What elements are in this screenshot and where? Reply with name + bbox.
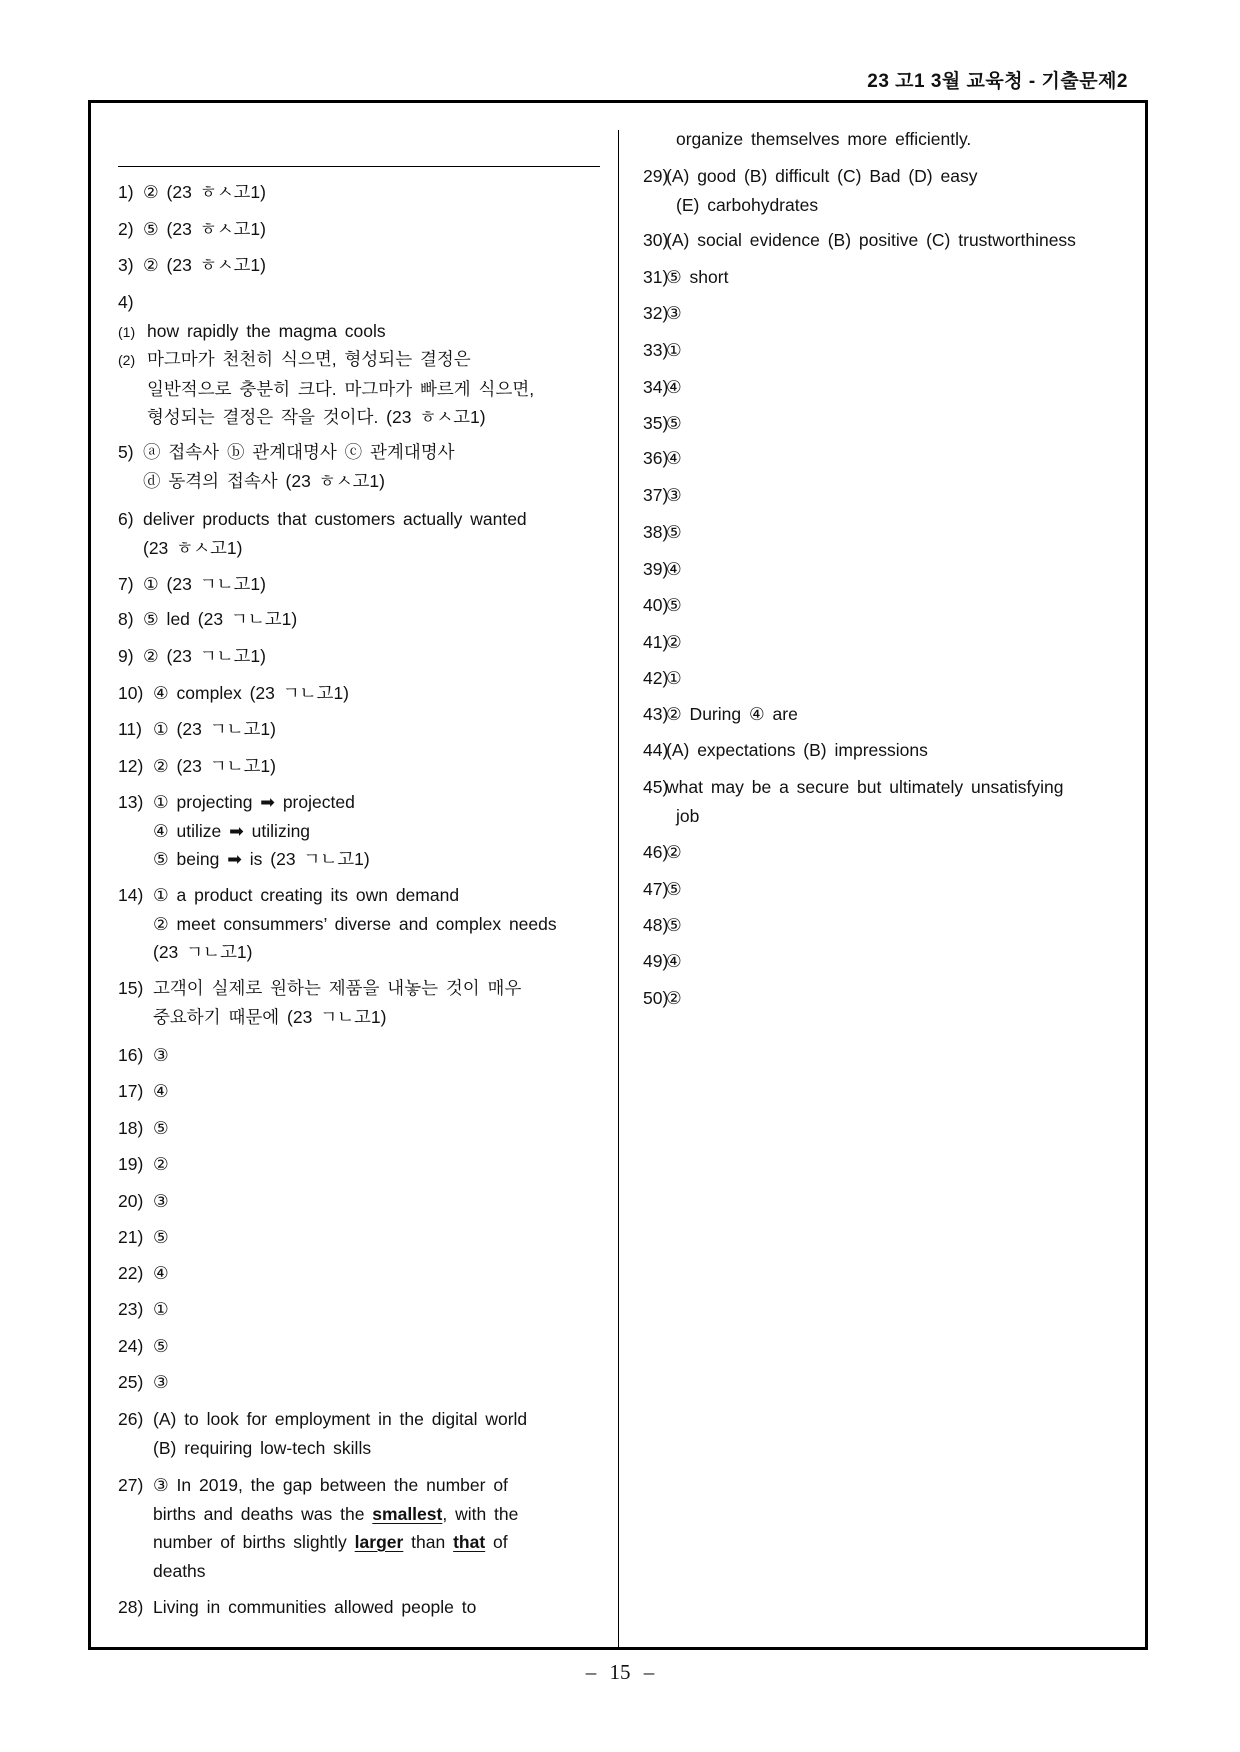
answer-text: (A) social evidence (B) positive (C) trustworthiness xyxy=(666,230,1076,250)
answer-line xyxy=(118,438,455,467)
answer-line xyxy=(118,642,266,671)
answer-line xyxy=(118,215,266,244)
answer-line xyxy=(643,700,798,729)
emphasized-word: smallest xyxy=(372,1503,443,1524)
answer-line xyxy=(118,1434,527,1463)
answer-item xyxy=(643,628,682,657)
answer-item xyxy=(643,875,682,904)
answer-line xyxy=(118,817,370,846)
answer-line xyxy=(118,845,370,874)
answer-line xyxy=(643,125,971,154)
answer-text: 고객이 실제로 원하는 제품을 내놓는 것이 매우 xyxy=(153,978,522,998)
answer-text: ⑤ xyxy=(666,413,682,433)
answer-number: 18) xyxy=(118,1118,144,1138)
answer-text: ② xyxy=(666,632,682,652)
answer-number: 28) xyxy=(118,1597,144,1617)
answer-line xyxy=(643,947,682,976)
answer-number: 22) xyxy=(118,1263,144,1283)
answer-line xyxy=(643,263,728,292)
answer-line xyxy=(118,715,276,744)
answer-text: (23 ㄱㄴ고1) xyxy=(153,942,253,962)
answer-line xyxy=(643,736,928,765)
answer-item xyxy=(643,162,977,219)
answer-item xyxy=(118,317,386,347)
answer-number: 43) xyxy=(643,704,669,724)
answer-text: ② xyxy=(153,1154,169,1174)
answer-line xyxy=(118,505,527,534)
answer-number: 25) xyxy=(118,1372,144,1392)
answer-item xyxy=(643,336,682,365)
answer-number: 30) xyxy=(643,230,669,250)
answer-text: ⑤ xyxy=(153,1118,169,1138)
answer-text: (23 ㅎㅅ고1) xyxy=(143,537,243,558)
answer-text: ③ xyxy=(666,303,682,323)
answer-text: Living in communities allowed people to xyxy=(153,1597,477,1617)
answer-number: (1) xyxy=(118,324,136,340)
answer-line xyxy=(118,317,386,347)
answer-line xyxy=(643,802,1063,831)
answer-text: ④ xyxy=(666,377,682,397)
answer-text: deaths xyxy=(153,1560,206,1581)
answer-item xyxy=(118,251,266,280)
answer-line xyxy=(118,1528,518,1557)
answer-line xyxy=(643,628,682,657)
answer-line xyxy=(643,911,682,940)
answer-line xyxy=(643,481,682,510)
answer-line xyxy=(118,1223,169,1252)
answer-line xyxy=(643,773,1063,802)
answer-item xyxy=(118,1405,527,1462)
answer-text: births and deaths was the xyxy=(153,1503,373,1524)
answer-item xyxy=(118,505,527,562)
answer-text: ④ complex (23 ㄱㄴ고1) xyxy=(153,683,350,703)
answer-number: 45) xyxy=(643,777,669,797)
answer-text: ③ xyxy=(666,485,682,505)
answer-number: 11) xyxy=(118,719,142,739)
answer-text: ① (23 ㄱㄴ고1) xyxy=(143,574,266,594)
answer-text: organize themselves more efficiently. xyxy=(676,129,972,149)
answer-line xyxy=(643,984,682,1013)
answer-text: job xyxy=(676,805,700,826)
answer-line xyxy=(118,1003,521,1032)
answer-number: 41) xyxy=(643,632,669,652)
answer-line xyxy=(118,1557,518,1586)
answer-line xyxy=(643,664,682,693)
answer-line xyxy=(643,336,682,365)
answer-item xyxy=(643,947,682,976)
emphasized-word: larger xyxy=(354,1532,404,1552)
answer-text: (A) to look for employment in the digital world xyxy=(153,1409,528,1429)
answer-number: 10) xyxy=(118,683,144,703)
answer-number: 8) xyxy=(118,609,134,629)
answer-text: ③ xyxy=(153,1191,169,1211)
answer-text: ④ xyxy=(666,559,682,579)
answer-item xyxy=(118,1368,169,1397)
answer-text: ⓐ 접속사 ⓑ 관계대명사 ⓒ 관계대명사 xyxy=(143,442,455,462)
answer-item xyxy=(118,570,266,599)
answer-text: ⑤ xyxy=(666,522,682,542)
answer-text: (A) expectations (B) impressions xyxy=(666,740,928,760)
answer-text: ⑤ xyxy=(153,1336,169,1356)
answer-number: 47) xyxy=(643,879,669,899)
answer-line xyxy=(118,788,370,817)
answer-text: ③ xyxy=(153,1045,169,1065)
answer-text: ⑤ xyxy=(666,879,682,899)
answer-item xyxy=(118,1041,169,1070)
answer-number: 5) xyxy=(118,442,134,462)
answer-text: ④ utilize ➡ utilizing xyxy=(153,820,311,841)
answer-number: 13) xyxy=(118,792,144,812)
answer-item xyxy=(118,679,349,708)
answer-text: ① projecting ➡ projected xyxy=(153,792,355,812)
answer-item xyxy=(118,1332,169,1361)
answer-text: ④ xyxy=(153,1081,169,1101)
answer-line xyxy=(118,467,455,496)
answer-text: ② (23 ㅎㅅ고1) xyxy=(143,182,266,202)
answer-item xyxy=(118,715,276,744)
answer-number: 39) xyxy=(643,559,669,579)
answer-item xyxy=(643,700,798,729)
answer-line xyxy=(118,679,349,708)
answer-number: 7) xyxy=(118,574,134,594)
answer-number: 34) xyxy=(643,377,669,397)
answer-number: 16) xyxy=(118,1045,144,1065)
answer-text: how rapidly the magma cools xyxy=(147,321,386,341)
answer-line xyxy=(118,1332,169,1361)
answer-number: 49) xyxy=(643,951,669,971)
answer-item xyxy=(643,984,682,1013)
answer-line xyxy=(118,1295,169,1324)
answer-item xyxy=(643,664,682,693)
answer-number: 33) xyxy=(643,340,669,360)
answer-item xyxy=(118,1259,169,1288)
answer-number: 2) xyxy=(118,219,134,239)
answer-text: ④ xyxy=(153,1263,169,1283)
answer-number: 29) xyxy=(643,166,669,186)
answer-item xyxy=(118,215,266,244)
answer-number: 20) xyxy=(118,1191,144,1211)
answer-item xyxy=(643,373,682,402)
answer-line xyxy=(118,938,557,967)
answer-item xyxy=(118,345,534,432)
answer-number: 50) xyxy=(643,988,669,1008)
answer-number: 17) xyxy=(118,1081,144,1101)
answer-line xyxy=(643,191,977,220)
answer-item xyxy=(118,1471,518,1585)
answer-text: of xyxy=(485,1532,508,1552)
answer-item xyxy=(643,125,971,154)
answer-line xyxy=(118,1500,518,1529)
answer-number: 37) xyxy=(643,485,669,505)
answer-line xyxy=(118,910,557,939)
horizontal-rule xyxy=(118,166,600,167)
answer-number: 26) xyxy=(118,1409,144,1429)
answer-line xyxy=(643,875,682,904)
answer-line xyxy=(118,974,521,1003)
answer-line xyxy=(118,1187,169,1216)
answer-text: ① (23 ㄱㄴ고1) xyxy=(153,719,276,739)
answer-item xyxy=(643,773,1063,830)
answer-number: 48) xyxy=(643,915,669,935)
answer-line xyxy=(118,570,266,599)
answer-text: what may be a secure but ultimately unsatisfying xyxy=(666,777,1064,797)
answer-item xyxy=(643,555,682,584)
answer-item xyxy=(118,1077,169,1106)
answer-text: ⑤ xyxy=(666,595,682,615)
answer-text: ② (23 ㄱㄴ고1) xyxy=(153,756,276,776)
answer-item xyxy=(643,838,682,867)
answer-item xyxy=(118,1114,169,1143)
answer-line xyxy=(118,288,143,317)
answer-item xyxy=(643,736,928,765)
answer-number: 31) xyxy=(643,267,669,287)
answer-text: (A) good (B) difficult (C) Bad (D) easy xyxy=(666,166,978,186)
answer-text: ② xyxy=(666,842,682,862)
answer-line xyxy=(118,1471,518,1500)
answer-text: ⑤ xyxy=(666,915,682,935)
answer-line xyxy=(118,752,276,781)
answer-text: ② During ④ are xyxy=(666,704,798,724)
answer-line xyxy=(643,838,682,867)
answer-line xyxy=(118,881,557,910)
answer-text: ① a product creating its own demand xyxy=(153,885,460,905)
answer-item xyxy=(118,1187,169,1216)
answer-number: 12) xyxy=(118,756,144,776)
answer-text: 중요하기 때문에 (23 ㄱㄴ고1) xyxy=(153,1006,387,1027)
answer-item xyxy=(118,788,370,874)
answer-line xyxy=(118,403,534,432)
answer-number: 40) xyxy=(643,595,669,615)
answer-item xyxy=(643,263,728,292)
answer-number: 14) xyxy=(118,885,144,905)
answer-number: 9) xyxy=(118,646,134,666)
page-number: – 15 – xyxy=(585,1660,655,1684)
answer-text: ⑤ (23 ㅎㅅ고1) xyxy=(143,219,266,239)
answer-text: , with the xyxy=(442,1503,519,1524)
answer-line xyxy=(118,1259,169,1288)
answer-number: 15) xyxy=(118,978,144,998)
answer-text: ⑤ led (23 ㄱㄴ고1) xyxy=(143,609,298,629)
answer-text: (B) requiring low-tech skills xyxy=(153,1437,372,1458)
answer-line xyxy=(643,409,682,438)
answer-text: ① xyxy=(666,668,682,688)
answer-number: 42) xyxy=(643,668,669,688)
answer-item xyxy=(118,1150,169,1179)
answer-number: 38) xyxy=(643,522,669,542)
answer-item xyxy=(643,409,682,438)
answer-number: (2) xyxy=(118,352,136,368)
answer-line xyxy=(118,1077,169,1106)
answer-text: ① xyxy=(666,340,682,360)
answer-item xyxy=(118,752,276,781)
answer-line xyxy=(118,1368,169,1397)
column-divider xyxy=(618,130,619,1650)
answer-text: ② (23 ㅎㅅ고1) xyxy=(143,255,266,275)
answer-number: 23) xyxy=(118,1299,144,1319)
answer-line xyxy=(118,345,534,375)
answer-text: 형성되는 결정은 작을 것이다. (23 ㅎㅅ고1) xyxy=(147,407,486,427)
answer-line xyxy=(643,591,682,620)
answer-item xyxy=(118,438,455,495)
answer-number: 3) xyxy=(118,255,134,275)
answer-line xyxy=(643,518,682,547)
answer-text: ⑤ short xyxy=(666,267,729,287)
answer-text: ⑤ being ➡ is (23 ㄱㄴ고1) xyxy=(153,849,370,869)
answer-line xyxy=(118,1150,169,1179)
answer-text: deliver products that customers actually wanted xyxy=(143,509,527,529)
answer-number: 21) xyxy=(118,1227,144,1247)
answer-line xyxy=(118,605,297,634)
answer-item xyxy=(118,881,557,967)
answer-number: 24) xyxy=(118,1336,144,1356)
answer-number: 35) xyxy=(643,413,669,433)
answer-item xyxy=(118,642,266,671)
answer-number: 36) xyxy=(643,448,669,468)
answer-line xyxy=(118,1041,169,1070)
answer-line xyxy=(643,444,682,473)
answer-text: ④ xyxy=(666,951,682,971)
answer-line xyxy=(118,1593,476,1622)
answer-item xyxy=(118,1295,169,1324)
answer-number: 27) xyxy=(118,1475,144,1495)
answer-item xyxy=(118,605,297,634)
answer-number: 4) xyxy=(118,292,134,312)
answer-item xyxy=(643,226,1076,255)
answer-text: ② xyxy=(666,988,682,1008)
answer-line xyxy=(643,162,977,191)
answer-line xyxy=(118,1405,527,1434)
answer-number: 6) xyxy=(118,509,134,529)
answer-text: 일반적으로 충분히 크다. 마그마가 빠르게 식으면, xyxy=(147,378,535,399)
answer-line xyxy=(118,375,534,404)
answer-line xyxy=(118,534,527,563)
answer-line xyxy=(643,373,682,402)
answer-item xyxy=(643,518,682,547)
answer-text: number of births slightly xyxy=(153,1532,355,1552)
answer-number: 46) xyxy=(643,842,669,862)
answer-number: 44) xyxy=(643,740,669,760)
answer-line xyxy=(643,226,1076,255)
answer-text: ④ xyxy=(666,448,682,468)
answer-line xyxy=(118,1114,169,1143)
answer-item xyxy=(643,911,682,940)
answer-number: 19) xyxy=(118,1154,144,1174)
answer-text: ③ xyxy=(153,1372,169,1392)
document-header-title: 23 고1 3월 교육청 - 기출문제2 xyxy=(867,71,1128,92)
answer-text: ② meet consummers’ diverse and complex needs xyxy=(153,913,557,934)
answer-text: ⑤ xyxy=(153,1227,169,1247)
answer-text: (E) carbohydrates xyxy=(676,194,819,215)
answer-text: 마그마가 천천히 식으면, 형성되는 결정은 xyxy=(147,349,471,369)
answer-item xyxy=(643,481,682,510)
answer-line xyxy=(118,251,266,280)
answer-item xyxy=(118,974,521,1031)
answer-text: ③ In 2019, the gap between the number of xyxy=(153,1475,508,1495)
answer-text: than xyxy=(403,1532,454,1552)
answer-item xyxy=(118,178,266,207)
answer-item xyxy=(118,288,143,317)
answer-line xyxy=(643,555,682,584)
answer-number: 1) xyxy=(118,182,134,202)
answer-item xyxy=(643,444,682,473)
answer-item xyxy=(118,1593,476,1622)
answer-line xyxy=(118,178,266,207)
answer-text: ⓓ 동격의 접속사 (23 ㅎㅅ고1) xyxy=(143,470,385,491)
answer-item xyxy=(643,591,682,620)
answer-line xyxy=(643,299,682,328)
answer-item xyxy=(118,1223,169,1252)
answer-text: ② (23 ㄱㄴ고1) xyxy=(143,646,266,666)
emphasized-word: that xyxy=(453,1532,486,1552)
answer-text: ① xyxy=(153,1299,169,1319)
answer-number: 32) xyxy=(643,303,669,323)
answer-item xyxy=(643,299,682,328)
